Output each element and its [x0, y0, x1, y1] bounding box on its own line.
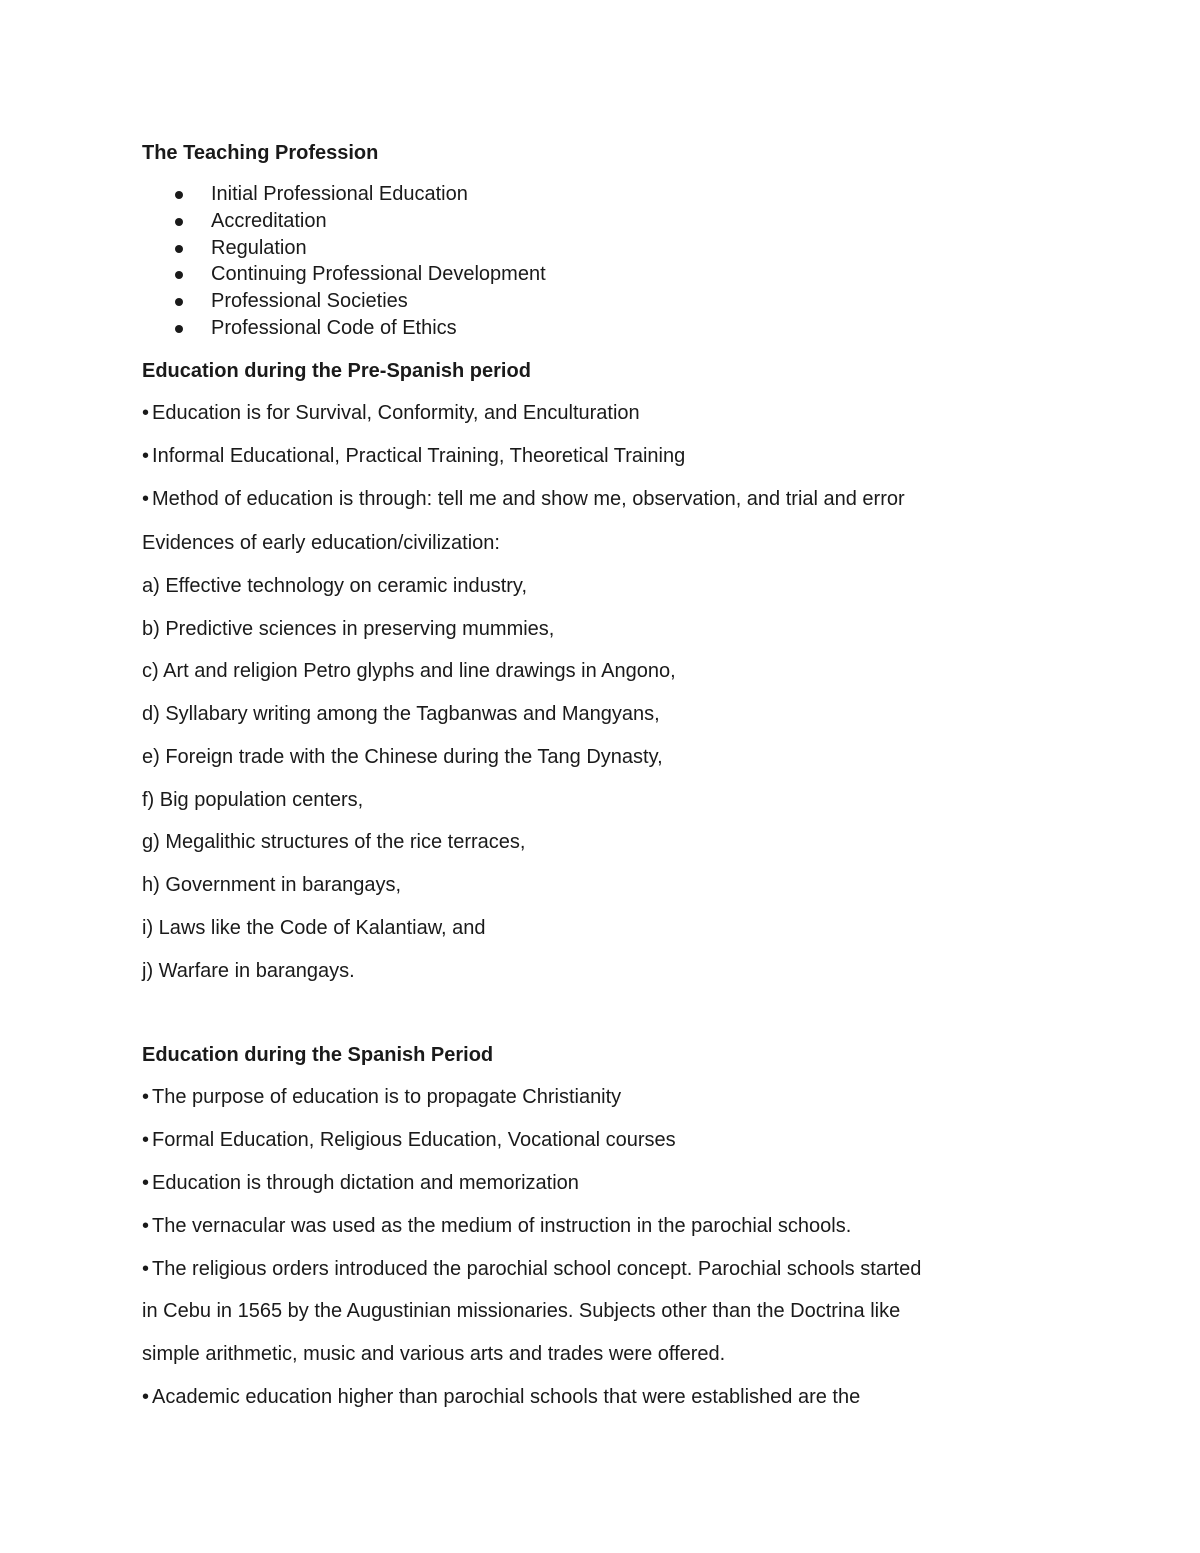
bullet-char: • — [142, 1385, 150, 1408]
list-item — [142, 235, 1042, 262]
evidence-item: d) Syllabary writing among the Tagbanwas and Mangyans, — [142, 703, 660, 726]
list-item-text: Accreditation — [211, 209, 327, 232]
bullet-dot-icon — [175, 245, 183, 253]
bullet-dot-icon — [175, 191, 183, 199]
bullet-paragraph — [142, 1256, 1042, 1282]
bullet-paragraph — [142, 1170, 1042, 1196]
evidence-item: j) Warfare in barangays. — [142, 959, 355, 982]
bullet-dot-icon — [175, 218, 183, 226]
evidence-item: c) Art and religion Petro glyphs and line drawings in Angono, — [142, 660, 676, 683]
list-item-text: Professional Societies — [211, 290, 408, 313]
bullet-text: The vernacular was used as the medium of instruction in the parochial schools. — [152, 1214, 852, 1237]
bullet-text: Academic education higher than parochial schools that were established are the — [152, 1385, 861, 1408]
evidence-item: a) Effective technology on ceramic industry, — [142, 574, 527, 597]
evidence-item: b) Predictive sciences in preserving mummies, — [142, 617, 555, 640]
list-item-text: Regulation — [211, 236, 307, 259]
evidence-intro: Evidences of early education/civilization: — [142, 532, 500, 555]
bullet-dot-icon — [175, 271, 183, 279]
bullet-char: • — [142, 1214, 150, 1237]
bullet-paragraph — [142, 1384, 1042, 1410]
evidence-item: f) Big population centers, — [142, 788, 364, 811]
bullet-char: • — [142, 1172, 150, 1195]
bullet-text: The religious orders introduced the parochial school concept. Parochial schools started — [152, 1257, 922, 1280]
list-item-text: Professional Code of Ethics — [211, 316, 457, 339]
list-item — [142, 181, 1042, 208]
bullet-paragraph — [142, 1213, 1042, 1239]
bullet-char: • — [142, 1257, 150, 1280]
list-item — [142, 288, 1042, 315]
bullet-text: Education is through dictation and memorization — [152, 1172, 579, 1195]
document-body — [142, 140, 1042, 1410]
bullet-paragraph — [142, 486, 1042, 512]
heading-pre-spanish: Education during the Pre-Spanish period — [142, 359, 531, 382]
evidence-item: i) Laws like the Code of Kalantiaw, and — [142, 916, 486, 939]
profession-list — [142, 181, 1042, 342]
bullet-text: Method of education is through: tell me and show me, observation, and trial and error — [152, 488, 905, 511]
bullet-text: Informal Educational, Practical Training, Theoretical Training — [152, 445, 686, 468]
bullet-paragraph — [142, 443, 1042, 469]
bullet-paragraph — [142, 1127, 1042, 1153]
bullet-char: • — [142, 488, 150, 511]
bullet-char: • — [142, 402, 150, 425]
bullet-paragraph — [142, 1084, 1042, 1110]
list-item — [142, 261, 1042, 288]
paragraph-continuation-line: simple arithmetic, music and various arts and trades were offered. — [142, 1343, 726, 1366]
bullet-dot-icon — [175, 298, 183, 306]
list-item — [142, 315, 1042, 342]
paragraph-continuation-line: in Cebu in 1565 by the Augustinian missionaries. Subjects other than the Doctrina like — [142, 1300, 901, 1323]
bullet-char: • — [142, 1129, 150, 1152]
list-item-text: Continuing Professional Development — [211, 263, 546, 286]
heading-teaching-profession: The Teaching Profession — [142, 142, 379, 164]
bullet-text: Education is for Survival, Conformity, and Enculturation — [152, 402, 640, 425]
evidence-item: e) Foreign trade with the Chinese during the Tang Dynasty, — [142, 745, 663, 768]
list-item-text: Initial Professional Education — [211, 183, 468, 205]
evidence-item: g) Megalithic structures of the rice terraces, — [142, 831, 526, 854]
bullet-char: • — [142, 1086, 150, 1109]
heading-spanish-period: Education during the Spanish Period — [142, 1043, 494, 1066]
list-item — [142, 208, 1042, 235]
evidence-item: h) Government in barangays, — [142, 874, 402, 897]
bullet-text: The purpose of education is to propagate Christianity — [152, 1086, 622, 1109]
bullet-text: Formal Education, Religious Education, Vocational courses — [152, 1129, 676, 1152]
bullet-char: • — [142, 445, 150, 468]
bullet-dot-icon — [175, 325, 183, 333]
bullet-paragraph — [142, 400, 1042, 426]
